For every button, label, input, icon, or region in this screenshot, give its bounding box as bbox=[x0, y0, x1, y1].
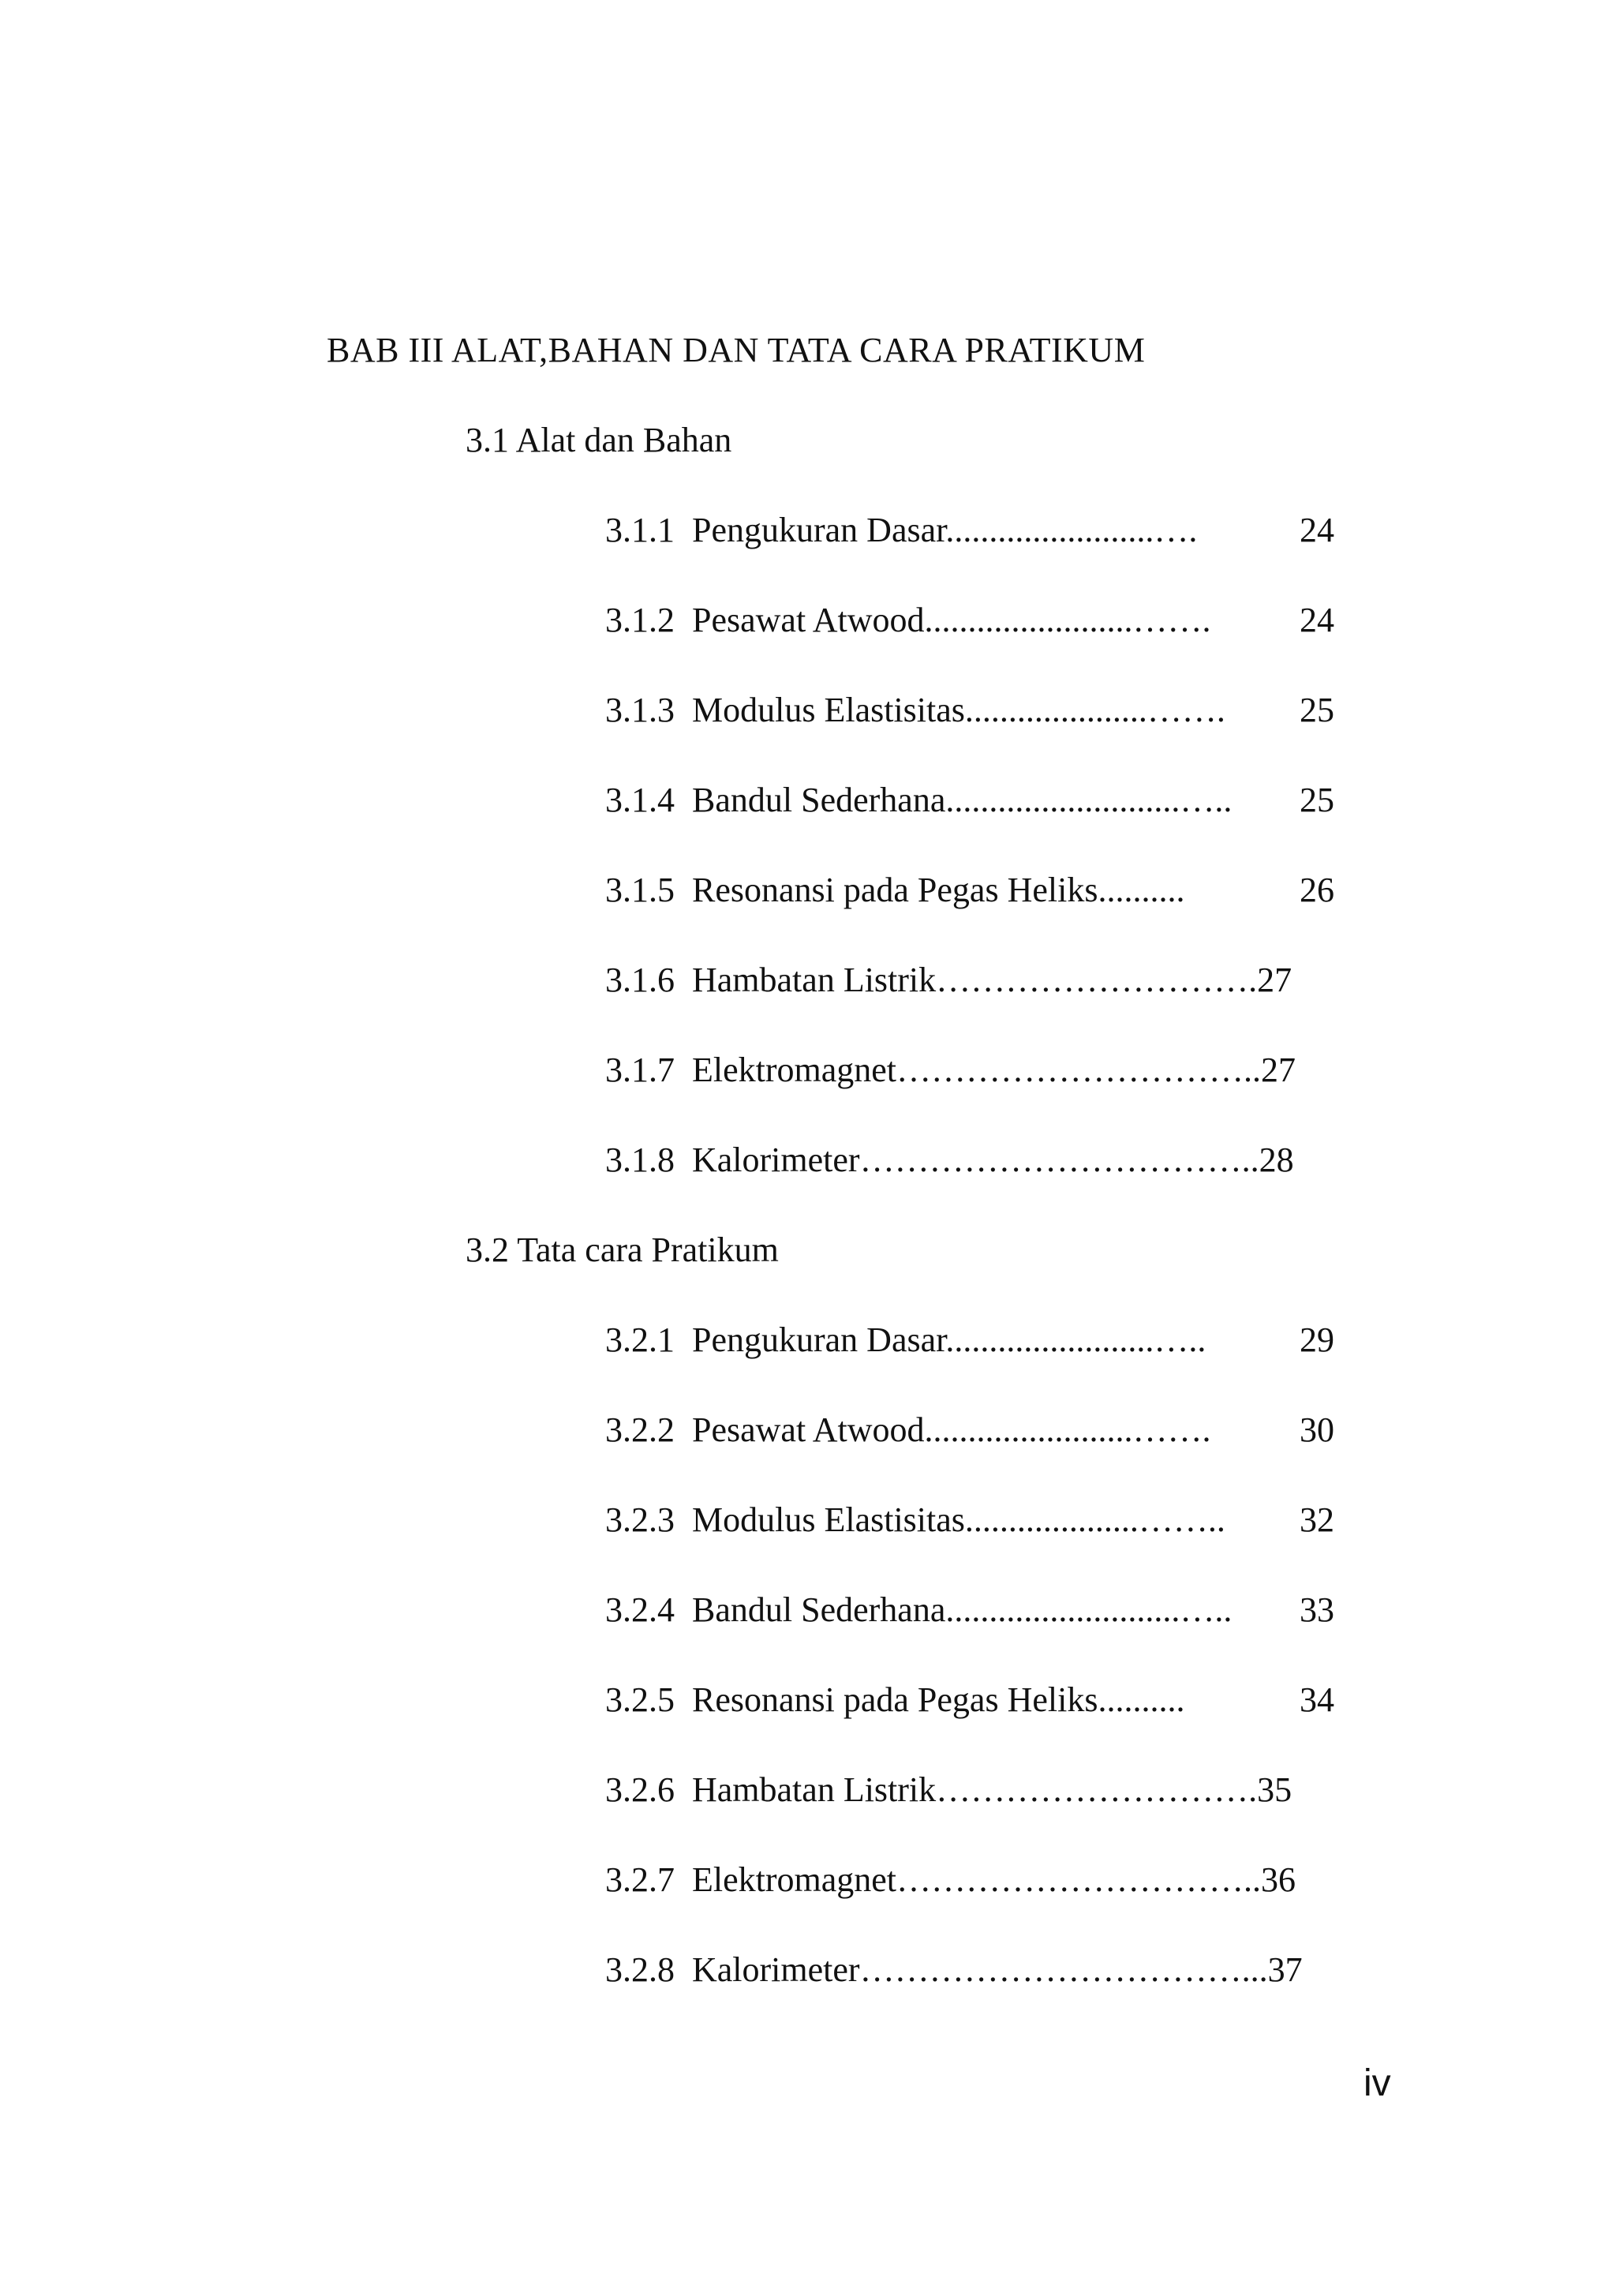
toc-entry-page: 26 bbox=[1300, 871, 1334, 909]
toc-entry-number: 3.2.2 bbox=[605, 1410, 675, 1449]
toc-entry-title: Resonansi pada Pegas Heliks.......... bbox=[692, 871, 1185, 909]
toc-entry-page: .36 bbox=[1252, 1860, 1296, 1899]
section-heading-3-1: 3.1 Alat dan Bahan bbox=[466, 421, 732, 459]
toc-entry-page: 27 bbox=[1257, 961, 1292, 999]
toc-entry-3-2-8 bbox=[605, 1948, 1347, 1992]
page-number: iv bbox=[1364, 2062, 1391, 2104]
toc-entry-number: 3.2.5 bbox=[605, 1680, 675, 1719]
toc-entry-3-1-4 bbox=[605, 778, 1347, 822]
toc-entry-page: 32 bbox=[1300, 1500, 1334, 1539]
toc-entry-number: 3.1.4 bbox=[605, 781, 675, 819]
toc-entry-number: 3.1.5 bbox=[605, 871, 675, 909]
toc-entry-page: 33 bbox=[1300, 1590, 1334, 1629]
toc-entry-title: Hambatan Listrik………………………. bbox=[692, 1770, 1258, 1809]
toc-entry-number: 3.1.3 bbox=[605, 691, 675, 729]
toc-entry-title: Bandul Sederhana...........................….. bbox=[692, 781, 1233, 819]
toc-entry-3-2-6 bbox=[605, 1768, 1347, 1812]
toc-entry-title: Bandul Sederhana...........................….. bbox=[692, 1590, 1233, 1629]
toc-entry-title: Resonansi pada Pegas Heliks.......... bbox=[692, 1680, 1185, 1719]
toc-entry-title: Pesawat Atwood........................……. bbox=[692, 601, 1211, 639]
toc-entry-3-1-7 bbox=[605, 1048, 1347, 1092]
toc-entry-number: 3.1.7 bbox=[605, 1051, 675, 1089]
toc-entry-number: 3.2.4 bbox=[605, 1590, 675, 1629]
toc-entry-page: 25 bbox=[1300, 691, 1334, 729]
toc-entry-3-1-6 bbox=[605, 958, 1347, 1002]
toc-entry-title: Pengukuran Dasar........................….. bbox=[692, 1320, 1206, 1359]
toc-entry-title: Kalorimeter…………………………….. bbox=[692, 1950, 1259, 1989]
toc-entry-number: 3.2.1 bbox=[605, 1320, 675, 1359]
toc-entry-number: 3.2.6 bbox=[605, 1770, 675, 1809]
toc-entry-number: 3.2.7 bbox=[605, 1860, 675, 1899]
chapter-heading: BAB III ALAT,BAHAN DAN TATA CARA PRATIKUM bbox=[327, 331, 1146, 369]
toc-entry-3-2-1 bbox=[605, 1318, 1347, 1362]
toc-entry-3-2-7 bbox=[605, 1858, 1347, 1902]
toc-entry-3-1-8 bbox=[605, 1138, 1347, 1182]
toc-entry-page: 29 bbox=[1300, 1320, 1334, 1359]
section-heading-3-2: 3.2 Tata cara Pratikum bbox=[466, 1230, 779, 1269]
toc-entry-page: .28 bbox=[1250, 1141, 1294, 1179]
toc-entry-number: 3.1.6 bbox=[605, 961, 675, 999]
toc-entry-page: .37 bbox=[1259, 1950, 1303, 1989]
toc-entry-3-2-3 bbox=[605, 1498, 1347, 1542]
toc-entry-title: Hambatan Listrik………………………. bbox=[692, 961, 1258, 999]
toc-entry-page: 24 bbox=[1300, 601, 1334, 639]
toc-entry-page: 34 bbox=[1300, 1680, 1334, 1719]
toc-entry-title: Elektromagnet…………………………. bbox=[692, 1051, 1253, 1089]
toc-entry-number: 3.1.1 bbox=[605, 511, 675, 549]
toc-entry-page: .27 bbox=[1252, 1051, 1296, 1089]
toc-entry-title: Modulus Elastisitas....................…….. bbox=[692, 1500, 1225, 1539]
toc-entry-page: 25 bbox=[1300, 781, 1334, 819]
toc-entry-title: Pengukuran Dasar........................…. bbox=[692, 511, 1198, 549]
toc-entry-page: 30 bbox=[1300, 1410, 1334, 1449]
toc-entry-number: 3.2.3 bbox=[605, 1500, 675, 1539]
toc-entry-number: 3.1.8 bbox=[605, 1141, 675, 1179]
toc-entry-3-2-4 bbox=[605, 1588, 1347, 1632]
toc-entry-3-2-5 bbox=[605, 1678, 1347, 1722]
toc-entry-3-1-3 bbox=[605, 688, 1347, 732]
toc-entry-3-1-5 bbox=[605, 868, 1347, 912]
toc-entry-page: 35 bbox=[1257, 1770, 1292, 1809]
toc-entry-number: 3.2.8 bbox=[605, 1950, 675, 1989]
toc-entry-title: Modulus Elastisitas.....................……. bbox=[692, 691, 1225, 729]
toc-entry-title: Elektromagnet…………………………. bbox=[692, 1860, 1253, 1899]
toc-entry-3-2-2 bbox=[605, 1408, 1347, 1452]
toc-entry-3-1-1 bbox=[605, 508, 1347, 552]
toc-entry-page: 24 bbox=[1300, 511, 1334, 549]
toc-entry-3-1-2 bbox=[605, 598, 1347, 642]
toc-entry-number: 3.1.2 bbox=[605, 601, 675, 639]
toc-entry-title: Pesawat Atwood........................……. bbox=[692, 1410, 1211, 1449]
toc-entry-title: Kalorimeter……………………………. bbox=[692, 1141, 1251, 1179]
